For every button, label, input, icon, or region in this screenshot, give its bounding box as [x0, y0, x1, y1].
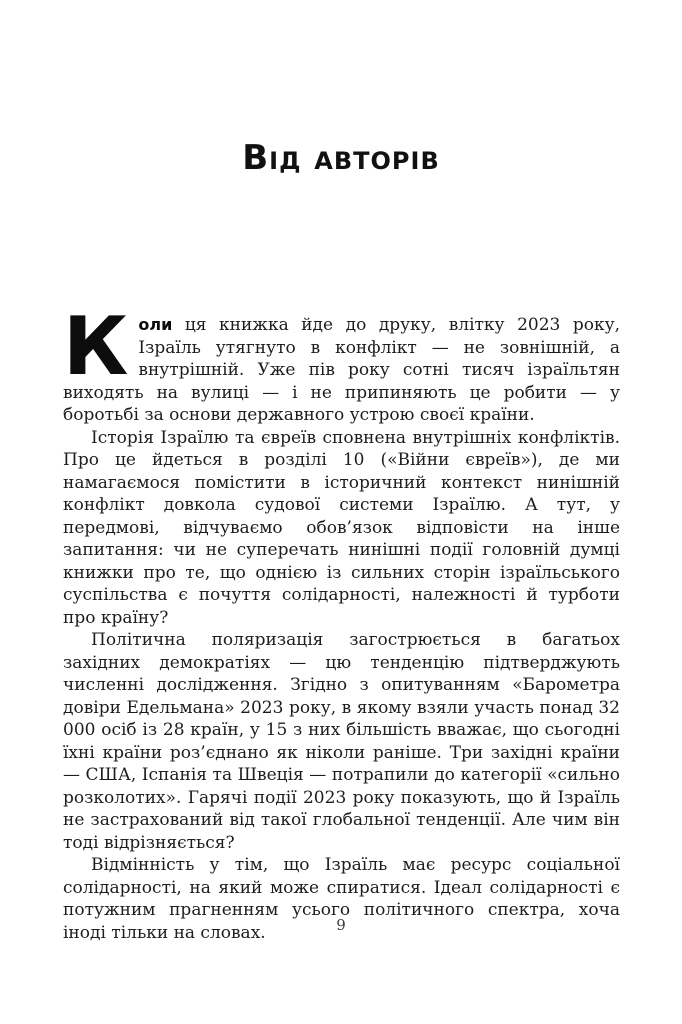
- paragraph: Історія Ізраїлю та євреїв сповнена внутрішніх конфліктів. Про це йдеться в розділі 10 («Війни євреїв»), де ми намагаємося помістити в історичний контекст нинішній конфлікт довкола судової системи Ізраїлю. А тут, у передмові, відчуваємо обов’язок відповісти на інше запитання: чи не суперечать нинішні події головній думці книжки про те, що однією із сильних сторін ізраїльського суспільства є почуття солідарності, належності й турботи про країну?: [63, 427, 620, 628]
- paragraph: Політична поляризація загострюється в багатьох західних демократіях — цю тенденцію підтверджують численні дослідження. Згідно з опитуванням «Барометра довіри Едельмана» 2023 року, в якому взяли участь понад 32 000 осіб із 28 країн, у 15 з них більшість вважає, що сьогодні їхні країни роз’єднано як ніколи раніше. Три західні країни — США, Іспанія та Швеція — потрапили до категорії «сильно розколотих». Гарячі події 2023 року показують, що й Ізраїль не застрахований від такої глобальної тенденції. Але чим він тоді відрізняється?: [63, 630, 620, 853]
- lead-word-bold: оли: [138, 315, 173, 334]
- paragraph-opening: [63, 300, 621, 427]
- paragraph: Відмінність у тім, що Ізраїль має ресурс соціальної солідарності, на який може спиратися. Ідеал солідарності є потужним прагненням усього політичного спектра, хоча іноді тільки на словах.: [63, 855, 620, 943]
- body-text: [63, 300, 621, 944]
- paragraph-opening-text: ця книжка йде до друку, влітку 2023 року, Ізраїль утягнуто в конфлікт — не зовнішній, а внутрішній. Уже пів року сотні тисяч ізраїльтян виходять на вулиці — і не припиняють це робити — у боротьбі за основи державного устрою своєї країни.: [63, 315, 621, 425]
- page-number: 9: [336, 916, 346, 934]
- chapter-title: Від авторів: [242, 138, 440, 178]
- drop-cap: К: [63, 300, 129, 393]
